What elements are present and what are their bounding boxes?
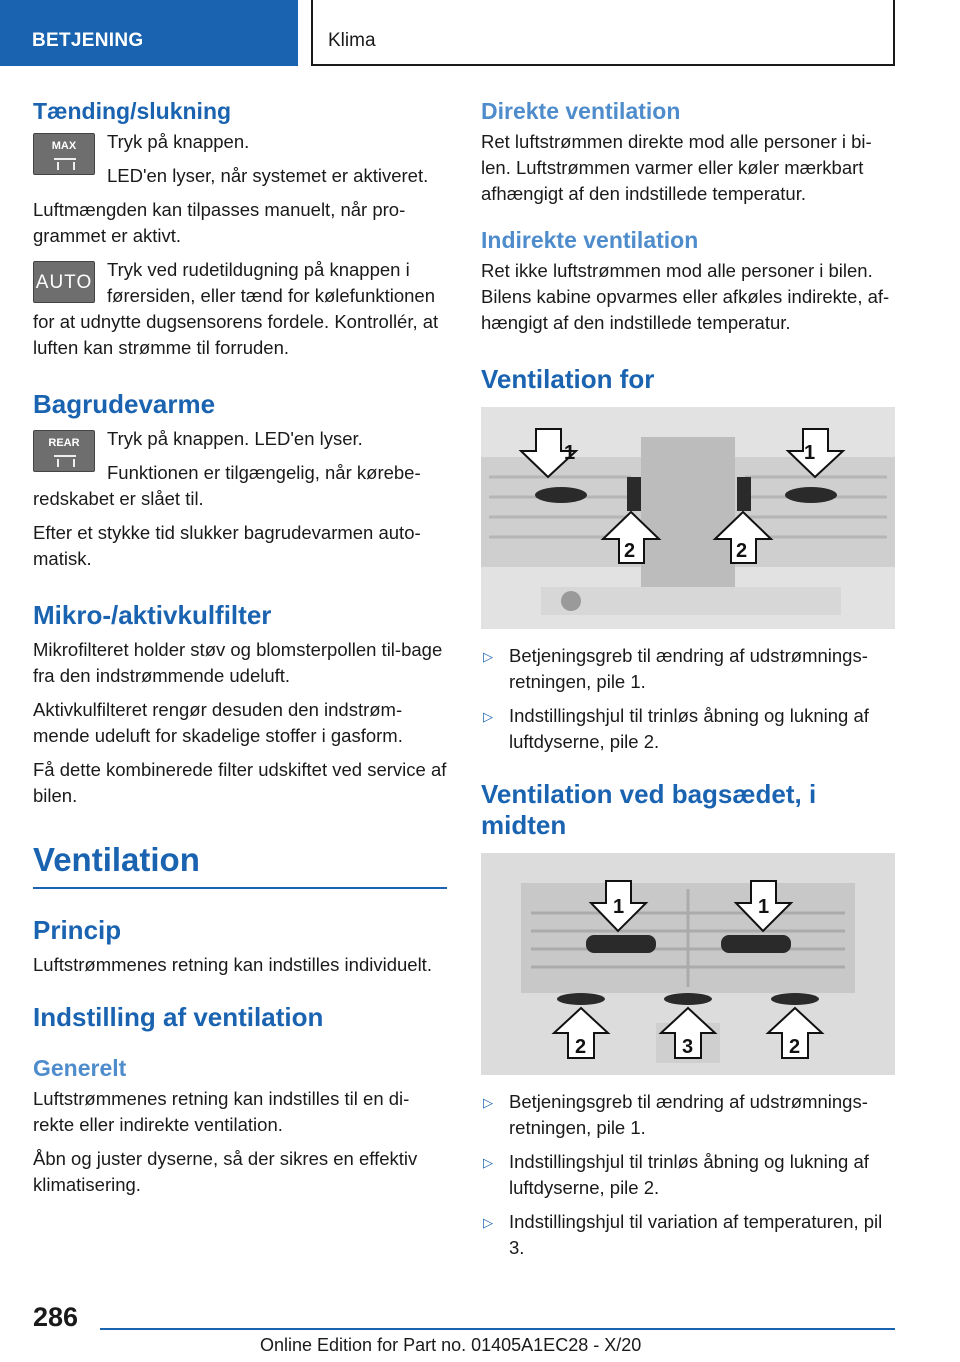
heading-princip: Princip bbox=[33, 915, 122, 945]
generelt-text-1: Luftstrømmenes retning kan indstilles til en di-rekte eller indirekte ventilation. bbox=[33, 1088, 410, 1135]
heading-indstilling: Indstilling af ventilation bbox=[33, 1002, 324, 1032]
max-row bbox=[33, 129, 447, 197]
front-vents-photo bbox=[481, 407, 895, 629]
heading-filter: Mikro-/aktivkulfilter bbox=[33, 600, 272, 630]
front-vent-list bbox=[481, 643, 895, 755]
rear-icon-label: REAR bbox=[48, 437, 80, 449]
rear-row bbox=[33, 426, 447, 486]
rear-arrow-label-1b: 1 bbox=[758, 896, 770, 918]
edition-text: Online Edition for Part no. 01405A1EC28 - X/20 bbox=[260, 1335, 642, 1355]
heading-ventilation-bag: Ventilation ved bagsædet, i midten bbox=[481, 779, 817, 840]
max-icon-label: MAX bbox=[51, 140, 77, 152]
generelt-text-2: Åbn og juster dyserne, så der sikres en effektiv klimatisering. bbox=[33, 1148, 418, 1195]
list-item: ▷ Betjeningsgreb til ændring af udstrømnings-retningen, pile 1. bbox=[483, 645, 868, 692]
footer-rule bbox=[100, 1328, 895, 1330]
list-item: ▷ Indstillingshjul til trinløs åbning og lukning af luftdyserne, pile 2. bbox=[483, 705, 869, 752]
rear-arrow-label-1a: 1 bbox=[613, 896, 625, 918]
triangle-bullet-icon: ▷ bbox=[483, 1215, 493, 1230]
heading-taending: Tænding/slukning bbox=[33, 98, 232, 124]
front-arrow-label-1a: 1 bbox=[564, 442, 576, 464]
luftmaengde-text: Luftmængden kan tilpasses manuelt, når pro-grammet er aktivt. bbox=[33, 199, 406, 246]
front-arrow-label-1b: 1 bbox=[804, 442, 816, 464]
list-item: ▷ Betjeningsgreb til ændring af udstrømnings-retningen, pile 1. bbox=[483, 1091, 868, 1138]
rear-defrost-icon bbox=[33, 430, 95, 472]
rear-vents-illustration bbox=[481, 853, 895, 1075]
max-text-2: LED'en lyser, når systemet er aktiveret. bbox=[107, 165, 429, 186]
max-defrost-icon bbox=[33, 133, 95, 175]
triangle-bullet-icon: ▷ bbox=[483, 649, 493, 664]
heading-bagrude: Bagrudevarme bbox=[33, 389, 216, 419]
rear-arrow-label-3: 3 bbox=[682, 1036, 694, 1058]
auto-icon-label: AUTO bbox=[35, 272, 93, 293]
auto-text-1: Tryk ved rudetildugning på knappen i førersiden, eller tænd for kølefunktionen bbox=[107, 259, 436, 306]
auto-text-2: for at udnytte dugsensorens fordele. Kontrollér, at luften kan strømme til forruden. bbox=[33, 311, 439, 358]
filter-text-3: Få dette kombinerede filter udskiftet ved service af bilen. bbox=[33, 759, 447, 806]
heading-ventilation: Ventilation bbox=[33, 841, 447, 889]
indirekte-text: Ret ikke luftstrømmen mod alle personer i bilen. Bilens kabine opvarmes eller afkøles indirekte, af-hængigt af den indstillede temperatur. bbox=[481, 260, 890, 333]
front-arrow-label-2b: 2 bbox=[736, 540, 748, 562]
chapter-label: Klima bbox=[328, 30, 376, 51]
rear-arrow-label-2a: 2 bbox=[575, 1036, 587, 1058]
chapter-box bbox=[311, 0, 895, 66]
filter-text-2: Aktivkulfilteret rengør desuden den indstrøm-mende udeluft for skadelige stoffer i gasform. bbox=[33, 699, 403, 746]
rear-arrow-label-2b: 2 bbox=[789, 1036, 801, 1058]
heading-indirekte: Indirekte ventilation bbox=[481, 227, 699, 253]
filter-text-1: Mikrofilteret holder støv og blomsterpollen til-bage fra den indstrømmende udeluft. bbox=[33, 639, 443, 686]
section-tab bbox=[0, 0, 298, 66]
section-label: BETJENING bbox=[32, 30, 144, 51]
list-item: ▷ Indstillingshjul til trinløs åbning og lukning af luftdyserne, pile 2. bbox=[483, 1151, 869, 1198]
triangle-bullet-icon: ▷ bbox=[483, 709, 493, 724]
rear-text-2: Funktionen er tilgængelig, når kørebe- bbox=[107, 462, 421, 483]
list-item: ▷ Indstillingshjul til variation af temperaturen, pil 3. bbox=[483, 1211, 883, 1258]
heading-generelt: Generelt bbox=[33, 1055, 127, 1081]
auto-button-icon bbox=[33, 261, 95, 303]
rear-text-4: Efter et stykke tid slukker bagrudevarmen auto-matisk. bbox=[33, 522, 421, 569]
triangle-bullet-icon: ▷ bbox=[483, 1095, 493, 1110]
front-arrow-label-2a: 2 bbox=[624, 540, 636, 562]
rear-vent-list bbox=[481, 1089, 895, 1261]
left-column bbox=[33, 98, 447, 1206]
rear-vents-photo bbox=[481, 853, 895, 1075]
direkte-text: Ret luftstrømmen direkte mod alle personer i bi-len. Luftstrømmen varmer eller køler mærkbart afhængigt af den indstillede temperatur. bbox=[481, 131, 872, 204]
max-text-1: Tryk på knappen. bbox=[107, 131, 250, 152]
heading-ventilation-for: Ventilation for bbox=[481, 364, 655, 394]
princip-text: Luftstrømmenes retning kan indstilles individuelt. bbox=[33, 954, 432, 975]
rear-text-3: redskabet er slået til. bbox=[33, 488, 204, 509]
rear-text-1: Tryk på knappen. LED'en lyser. bbox=[107, 428, 363, 449]
triangle-bullet-icon: ▷ bbox=[483, 1155, 493, 1170]
page-number: 286 bbox=[33, 1302, 79, 1332]
right-column bbox=[481, 98, 895, 1269]
auto-row bbox=[33, 257, 447, 309]
front-vents-illustration bbox=[481, 407, 895, 629]
heading-direkte: Direkte ventilation bbox=[481, 98, 681, 124]
page-header bbox=[0, 0, 960, 66]
